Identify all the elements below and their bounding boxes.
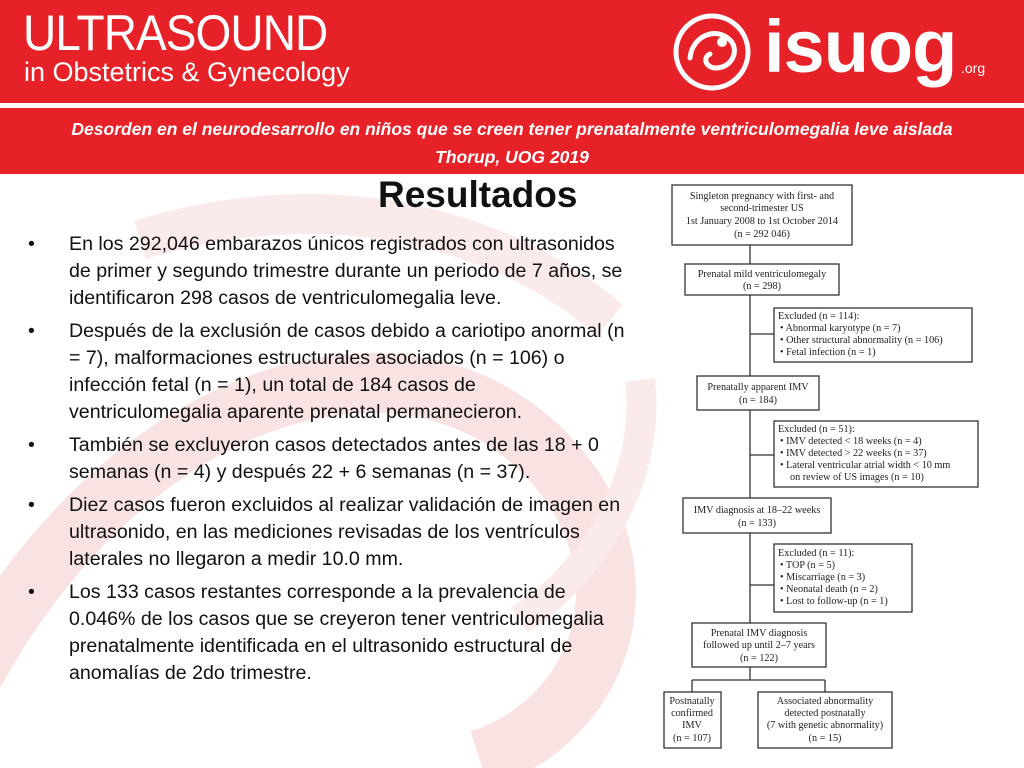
journal-subtitle: in Obstetrics & Gynecology xyxy=(24,57,350,87)
box4-line1: IMV diagnosis at 18–22 weeks xyxy=(693,505,821,516)
box7-line3: (7 with genetic abnormality) xyxy=(766,720,884,731)
excl1-line3: • Other structural abnormality (n = 106) xyxy=(780,335,943,346)
box6-line4: (n = 107) xyxy=(673,733,711,744)
isuog-emblem-icon xyxy=(670,10,754,94)
journal-title: ULTRASOUND xyxy=(23,5,328,61)
box2-line1: Prenatal mild ventriculomegaly xyxy=(697,269,827,280)
box5-line3: (n = 122) xyxy=(740,653,778,664)
list-item: • Después de la exclusión de casos debido a cariotipo anormal (n = 7), malformaciones estructurales asociados (n = 106) o infección fetal (n = 1), un total de 184 casos de ventriculomegalia aparente prenatal permanecieron. xyxy=(28,320,625,423)
list-item: • Los 133 casos restantes corresponde a la prevalencia de 0.046% de los casos que se creyeron tener ventriculomegalia prenatalmente identificada en el ultrasonido estructural de anomalías de 2do trimestre. xyxy=(28,581,604,684)
box3-line1: Prenatally apparent IMV xyxy=(707,382,809,393)
list-item: • Diez casos fueron excluidos al realizar validación de imagen en ultrasonido, en las mediciones revisadas de los ventrículos laterales no llegaron a medir 10.0 mm. xyxy=(28,494,621,570)
box4-line2: (n = 133) xyxy=(738,518,776,529)
box3-line2: (n = 184) xyxy=(739,395,777,406)
excl2-line2: • IMV detected < 18 weeks (n = 4) xyxy=(780,436,922,447)
list-item: • En los 292,046 embarazos únicos registrados con ultrasonidos de primer y segundo trimestre durante un periodo de 7 años, se identificaron 298 casos de ventriculomegalia leve. xyxy=(28,233,623,309)
excl3-line1: Excluded (n = 11): xyxy=(778,548,855,559)
box7-line1: Associated abnormality xyxy=(776,696,874,707)
section-title: Resultados xyxy=(378,174,578,215)
excl2-line1: Excluded (n = 51): xyxy=(778,424,855,435)
box1-line3: 1st January 2008 to 1st October 2014 xyxy=(685,216,839,227)
excl3-line3: • Miscarriage (n = 3) xyxy=(780,572,866,583)
excl3-line2: • TOP (n = 5) xyxy=(780,560,835,571)
excl1-line2: • Abnormal karyotype (n = 7) xyxy=(780,323,901,334)
excl2-line3: • IMV detected > 22 weeks (n = 37) xyxy=(780,448,927,459)
excl2-line5: on review of US images (n = 10) xyxy=(790,472,924,483)
excl3-line4: • Neonatal death (n = 2) xyxy=(780,584,878,595)
article-citation: Thorup, UOG 2019 xyxy=(435,147,589,167)
box5-line2: followed up until 2–7 years xyxy=(702,640,816,651)
excl3-line5: • Lost to follow-up (n = 1) xyxy=(780,596,888,607)
box5-line1: Prenatal IMV diagnosis xyxy=(710,628,808,639)
study-flowchart xyxy=(660,180,1024,768)
list-item: • También se excluyeron casos detectados antes de las 18 + 0 semanas (n = 4) y después 22 + 6 semanas (n = 37). xyxy=(28,434,599,483)
box6-line1: Postnatally xyxy=(669,696,715,707)
box1-line2: second-trimester US xyxy=(720,203,804,214)
box2-line2: (n = 298) xyxy=(743,281,781,292)
journal-header xyxy=(0,0,1024,103)
box1-line4: (n = 292 046) xyxy=(734,229,790,240)
isuog-logo xyxy=(670,5,1000,96)
box7-line2: detected postnatally xyxy=(784,708,866,719)
excl1-line1: Excluded (n = 114): xyxy=(778,311,860,322)
box7-line4: (n = 15) xyxy=(808,733,842,744)
box1-line1: Singleton pregnancy with first- and xyxy=(689,191,835,202)
box6-line3: IMV xyxy=(682,720,702,731)
box6-line2: confirmed xyxy=(671,708,713,719)
article-title: Desorden en el neurodesarrollo en niños que se creen tener prenatalmente ventriculomegalia leve aislada xyxy=(71,119,953,139)
excl2-line4: • Lateral ventricular atrial width < 10 mm xyxy=(780,460,951,471)
logo-wordmark: isuog xyxy=(764,5,957,88)
article-banner xyxy=(0,108,1024,174)
logo-suffix: .org xyxy=(961,60,986,76)
excl1-line4: • Fetal infection (n = 1) xyxy=(780,347,876,358)
results-list xyxy=(28,231,628,693)
